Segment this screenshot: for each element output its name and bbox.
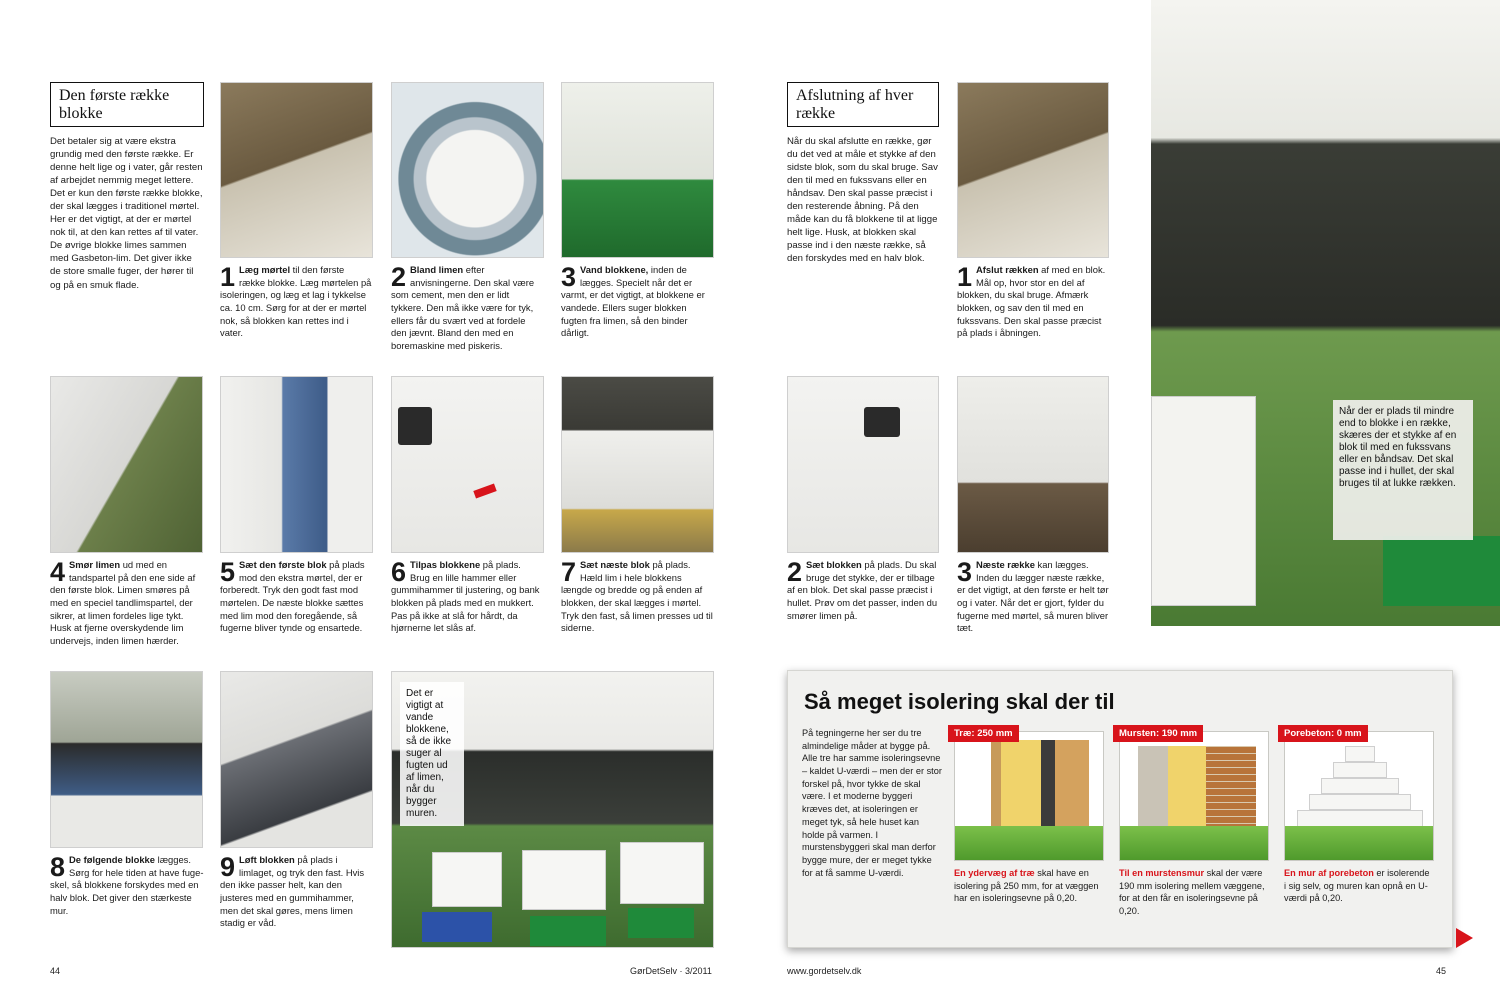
block [620, 842, 704, 904]
step-lead: Sæt blokken [806, 559, 862, 570]
block [1309, 794, 1411, 810]
step-1 [220, 264, 372, 364]
green-crate [1383, 536, 1500, 606]
diagram-caption-aerated-concrete [1284, 867, 1434, 905]
caption-text: skal der være 190 mm isolering mellem væggene, for at den får en isoleringsevne på 0,20. [1119, 868, 1265, 917]
block [1321, 778, 1399, 794]
section-title-first-row: Den første række blokke [50, 82, 204, 127]
magazine-footer: GørDetSelv · 3/2011 [630, 966, 712, 976]
step-text: på plads i limlaget, og tryk den fast. Hvis den ikke passer helt, kan den justeres med en gummihammer, men det skal gøres, mens limen stadig er våd. [220, 854, 365, 929]
block [1333, 762, 1387, 778]
step-text: efter anvisningerne. Den skal være som cement, men den er lidt tykkere. Den må ikke være for tyk, ellers får du svært ved at fordele den jævnt. Bland den med en boremaskine med piskeris. [391, 264, 535, 352]
diagram-caption-wood [954, 867, 1104, 905]
step-6 [391, 559, 543, 664]
diagram-caption-brick [1119, 867, 1269, 918]
insulation-infobox [787, 670, 1453, 948]
pencil-icon [473, 483, 496, 498]
finish-step-3 [957, 559, 1109, 659]
caption-text: er isolerende i sig selv, og muren kan opnå en U-værdi på 0,20. [1284, 868, 1430, 904]
wall-sheet [1041, 740, 1055, 830]
wood-cladding [1055, 740, 1089, 830]
photo-step-8 [50, 671, 203, 848]
step-text: af med en blok. Mål op, hvor stor en del af blokken, du skal bruge. Afmærk blokken, og sav den til med en fukssvans. Den skal passe præcist på plads i åbningen. [957, 264, 1106, 339]
step-4 [50, 559, 204, 664]
step-lead: Bland limen [410, 264, 464, 275]
step-number: 6 [391, 559, 407, 587]
photo-finish-step-1 [957, 82, 1109, 258]
caption-highlight: En mur af porebeton [1284, 868, 1374, 878]
block [432, 852, 502, 907]
infobox-title: Så meget isolering skal der til [804, 689, 1115, 714]
grass [1120, 826, 1268, 860]
step-text: inden de lægges. Specielt når det er varmt, er det vigtigt, at blokkene er vandede. Ellers suger blokken fugten fra limen, så den binder dårligt. [561, 264, 705, 339]
step-number: 3 [957, 559, 973, 587]
intro-text: Når du skal afslutte en række, gør du det ved at måle et stykke af den sidste blok, som du skal bruge. Sav den til med en fukssvans eller en håndsav. Den skal passe præcist i den resterende åbning. På den måde kan du få blokkene til at ligge helt lige. Husk, at blokken skal passe ind i den næste række, så den forskydes med en halv blok. [787, 136, 938, 265]
step-number: 2 [787, 559, 803, 587]
photo-step-2 [391, 82, 544, 258]
caption-text: skal have en isolering på 250 mm, for at væggen har en isoleringsevne på 0,20. [954, 868, 1099, 904]
diagram-aerated-concrete-wall [1284, 731, 1434, 861]
photo-step-3 [561, 82, 714, 258]
photo-note: Det er vigtigt at vande blokkene, så de ikke suger al fugten ud af limen, når du bygger muren. [400, 682, 464, 826]
wood-post [991, 740, 1001, 830]
step-lead: Løft blokken [239, 854, 295, 865]
step-number: 1 [957, 264, 973, 292]
step-number: 3 [561, 264, 577, 292]
step-text: på plads. Du skal bruge det stykke, der er tilbage af en blok. Det skal passe præcist i hullet. Prøv om det passer, inden du smører limen på. [787, 559, 938, 621]
step-8 [50, 854, 204, 949]
green-crate [530, 916, 606, 946]
green-crate [628, 908, 694, 938]
grass [1285, 826, 1433, 860]
finish-step-2 [787, 559, 939, 659]
step-text: på plads. Hæld lim i hele blokkens længde og bredde og på enden af blokken, der skal lægges i mørtel. Tryk den fast, så limen presses ud til siderne. [561, 559, 713, 634]
diagram-brick-wall [1119, 731, 1269, 861]
step-9 [220, 854, 372, 949]
photo-watering-blocks [391, 671, 714, 948]
insulation-layer [1001, 740, 1041, 830]
photo-step-4 [50, 376, 203, 553]
photo-finish-step-2 [787, 376, 939, 553]
block [1151, 396, 1256, 606]
photo-sawing-block [1151, 0, 1500, 626]
step-2 [391, 264, 543, 364]
intro-text: Det betaler sig at være ekstra grundig med den første række. Er denne helt lige og i vater, går resten af arbejdet nemmig meget lettere. Det er kun den første række blokke, der skal lægges i traditionel mørtel. Her er det vigtigt, at der er mørtel nok til, at den kan rettes af til vater. De øvrige blokke limes sammen med Gasbeton-lim. Det giver ikke de store smalle fuger, der hører til og på en smuk flade. [50, 136, 203, 291]
saw-note: Når der er plads til mindre end to blokke i en række, skæres der et stykke af en blok til med en fukssvans eller en båndsav. Det skal passe ind i hullet, der skal bruges til at lukke rækken. [1333, 400, 1473, 540]
finish-step-1 [957, 264, 1109, 364]
photo-step-9 [220, 671, 373, 848]
step-lead: Læg mørtel [239, 264, 291, 275]
step-lead: Sæt næste blok [580, 559, 650, 570]
diagram-wood-wall [954, 731, 1104, 861]
step-number: 1 [220, 264, 236, 292]
step-number: 9 [220, 854, 236, 882]
page-number-left: 44 [50, 966, 61, 976]
block [1345, 746, 1375, 762]
step-lead: Vand blokkene, [580, 264, 649, 275]
step-5 [220, 559, 372, 664]
step-lead: Smør limen [69, 559, 121, 570]
section-title-finish-row: Afslutning af hver række [787, 82, 939, 127]
step-text: lægges. Sørg for hele tiden at have fuge-skel, så blokkene forskydes med en halv blok. Det giver den stærkeste mur. [50, 854, 204, 916]
photo-finish-step-3 [957, 376, 1109, 553]
step-text: ud med en tandspartel på den ene side af den første blok. Limen smøres på med en speciel tandlimspartel, der sikrer, at limen fordeles lige tykt. Husk at fjerne overskydende lim undervejs, inden limen hærder. [50, 559, 196, 647]
step-text: til den første række blokke. Læg mørtelen på isoleringen, og læg et lag i tykkelse ca. 10 cm. Sørg for at der er mørtel nok, så blokken kan rettes ind i vater. [220, 264, 372, 339]
step-text: på plads mod den ekstra mørtel, der er forberedt. Tryk den godt fast mod mørtelen. De næste blokke sættes med lim mod den foregående, så fugerne bliver tynde og ensartede. [220, 559, 365, 634]
step-number: 8 [50, 854, 66, 882]
step-lead: Sæt den første blok [239, 559, 327, 570]
block [522, 850, 606, 910]
step-text: kan lægges. Inden du lægger næste række, er det vigtigt, at den første er helt tør og i vater. Når det er gjort, fylder du fugerne med mørtel, så muren bliver tæt. [957, 559, 1109, 634]
step-number: 4 [50, 559, 66, 587]
blue-crate [422, 912, 492, 942]
photo-step-6 [391, 376, 544, 553]
hammer-icon [398, 407, 432, 445]
website-footer: www.gordetselv.dk [787, 966, 862, 976]
step-number: 7 [561, 559, 577, 587]
step-lead: Afslut rækken [976, 264, 1039, 275]
diagram-tag-brick: Mursten: 190 mm [1113, 725, 1203, 742]
step-lead: De følgende blokke [69, 854, 155, 865]
infobox-text: På tegningerne her ser du tre almindelige måder at bygge på. Alle tre har samme isoleringsevne – kaldet U-værdi – men der er stor forskel på, hvor tykke de skal være. I et moderne byggeri kræves det, at isoleringen er meget tyk, så hele huset kan holde på varmen. I murstensbyggeri skal man derfor bygge mure, der er meget tykke for at få samme U-værdi. [802, 728, 942, 878]
step-text: på plads. Brug en lille hammer eller gummihammer til justering, og bank blokken på plads med en mukkert. Pas på ikke at slå for hårdt, da hjørnerne let slås af. [391, 559, 540, 634]
step-lead: Tilpas blokkene [410, 559, 481, 570]
step-7 [561, 559, 713, 664]
hammer-icon [864, 407, 900, 437]
page-number-right: 45 [1436, 966, 1447, 976]
inner-wall [1138, 746, 1168, 830]
brick-layer [1206, 746, 1256, 830]
step-lead: Næste række [976, 559, 1035, 570]
step-number: 5 [220, 559, 236, 587]
diagram-tag-aerated-concrete: Porebeton: 0 mm [1278, 725, 1368, 742]
photo-step-1 [220, 82, 373, 258]
grass [955, 826, 1103, 860]
next-page-arrow-icon [1456, 928, 1473, 948]
photo-step-5 [220, 376, 373, 553]
diagram-tag-wood: Træ: 250 mm [948, 725, 1019, 742]
caption-highlight: En ydervæg af træ [954, 868, 1035, 878]
step-number: 2 [391, 264, 407, 292]
caption-highlight: Til en murstensmur [1119, 868, 1205, 878]
step-3 [561, 264, 713, 364]
insulation-layer [1168, 746, 1206, 830]
photo-step-7 [561, 376, 714, 553]
